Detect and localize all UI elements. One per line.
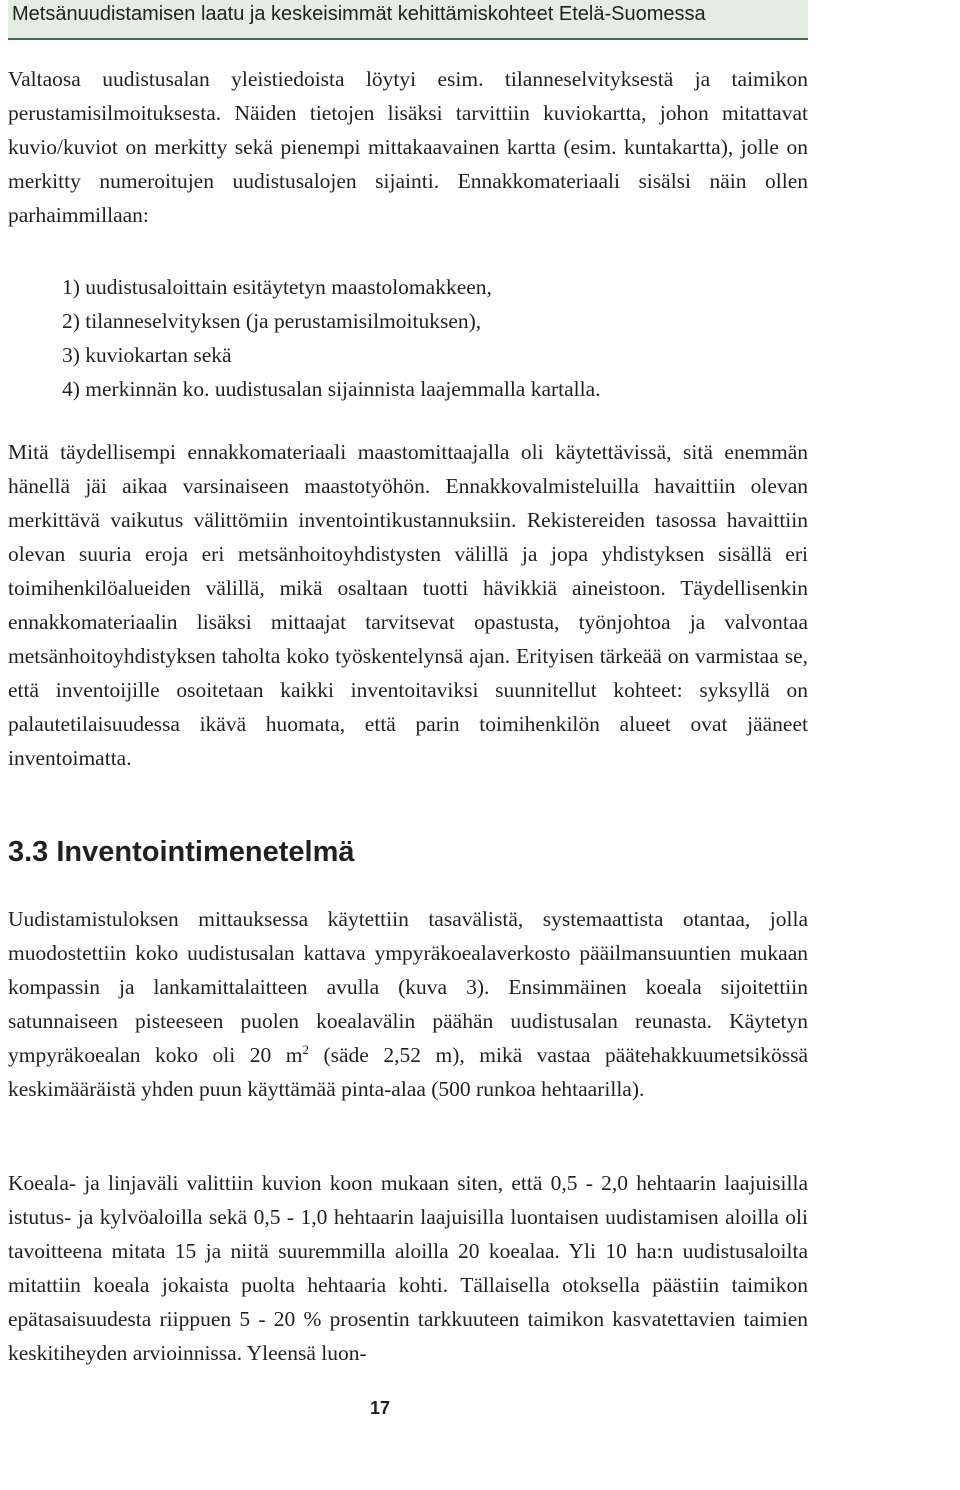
- sampling-text-b: (säde 2,52 m), mikä vastaa päätehakkuumetsikössä keskimääräistä yhden puun käyttämää pinta-alaa (500 runkoa hehtaarilla).: [8, 1043, 808, 1101]
- paragraph-plot-spacing: Koeala- ja linjaväli valittiin kuvion koon mukaan siten, että 0,5 - 2,0 hehtaarin laajuisilla istutus- ja kylvöaloilla sekä 0,5 - 1,0 hehtaarin laajuisilla luontaisen uudistamisen aloilla oli tavoitteena mitata 15 ja niitä suuremmilla aloilla 20 koealaa. Yli 10 ha:n uudistusaloilta mitattiin koeala jokaista puolta hehtaaria kohti. Tällaisella otoksella päästiin taimikon epätasaisuudesta riippuen 5 - 20 % prosentin tarkkuuteen taimikon kasvatettavien taimien keskitiheyden arvioinnissa. Yleensä luon-: [8, 1171, 808, 1365]
- paragraph-sampling-method: [8, 902, 808, 1106]
- list-item: 3) kuviokartan sekä: [62, 343, 232, 367]
- running-header-title: Metsänuudistamisen laatu ja keskeisimmät kehittämiskohteet Etelä-Suomessa: [12, 3, 706, 25]
- sampling-text-a: Uudistamistuloksen mittauksessa käytettiin tasavälistä, systemaattista otantaa, jolla muodostettiin koko uudistusalan kattava ympyräkoealaverkosto pääilmansuuntien mukaan kompassin ja lankamittalaitteen avulla (kuva 3). Ensimmäinen koeala sijoitettiin satunnaiseen pisteeseen puolen koealavälin päähän uudistusalan reunasta. Käytetyn ympyräkoealan koko oli 20 m: [8, 907, 808, 1067]
- running-header: [8, 0, 808, 40]
- material-list: [62, 270, 601, 406]
- list-item: 4) merkinnän ko. uudistusalan sijainnista laajemmalla kartalla.: [62, 377, 601, 401]
- paragraph-material-quality: Mitä täydellisempi ennakkomateriaali maastomittaajalla oli käytettävissä, sitä enemmän hänellä jäi aikaa varsinaiseen maastotyöhön. Ennakkovalmisteluilla havaittiin olevan merkittävä vaikutus välittömiin inventointikustannuksiin. Rekistereiden tasossa havaittiin olevan suuria eroja eri metsänhoitoyhdistysten välillä ja jopa yhdistyksen sisällä eri toimihenkilöalueiden välillä, mikä osaltaan tuotti hävikkiä aineistoon. Täydellisenkin ennakkomateriaalin lisäksi mittaajat tarvitsevat opastusta, työnjohtoa ja valvontaa metsänhoitoyhdistyksen taholta koko työskentelynsä ajan. Erityisen tärkeää on varmistaa se, että inventoijille osoitetaan kaikki inventoitaviksi suunnitellut kohteet: syksyllä on palautetilaisuudessa ikävä huomata, että parin toimihenkilön alueet ovat jääneet inventoimatta.: [8, 440, 808, 770]
- page-number: 17: [369, 1398, 391, 1418]
- list-item: 2) tilanneselvityksen (ja perustamisilmoituksen),: [62, 309, 482, 333]
- superscript-exponent: 2: [302, 1041, 309, 1057]
- section-heading: 3.3 Inventointimenetelmä: [8, 836, 355, 868]
- paragraph-intro: Valtaosa uudistusalan yleistiedoista löytyi esim. tilanneselvityksestä ja taimikon perustamisilmoituksesta. Näiden tietojen lisäksi tarvittiin kuviokartta, johon mitattavat kuvio/kuviot on merkitty sekä pienempi mittakaavainen kartta (esim. kuntakartta), jolle on merkitty numeroitujen uudistusalojen sijainti. Ennakkomateriaali sisälsi näin ollen parhaimmillaan:: [8, 67, 808, 227]
- list-item: 1) uudistusaloittain esitäytetyn maastolomakkeen,: [62, 275, 492, 299]
